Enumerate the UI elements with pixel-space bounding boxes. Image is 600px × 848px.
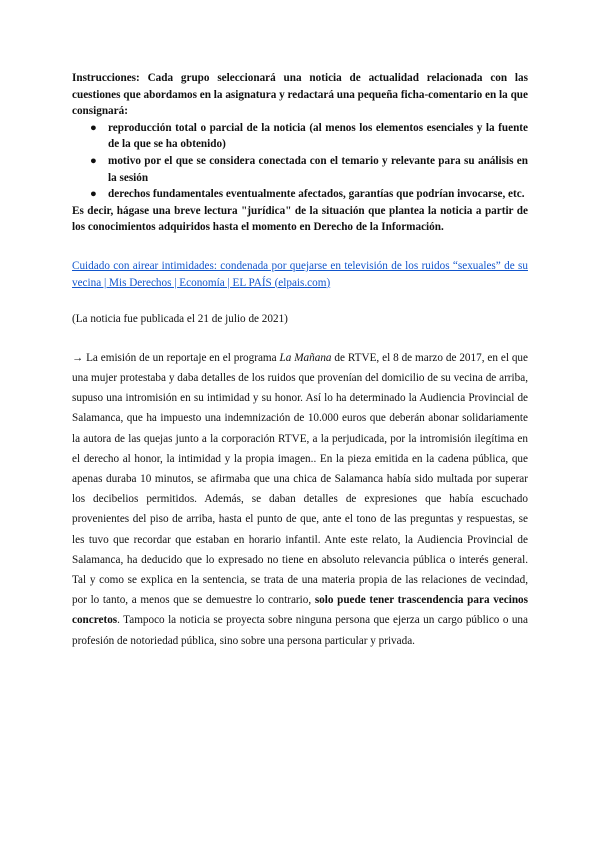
bullet-icon: ●	[90, 188, 97, 201]
article-text-3: . Tampoco la noticia se proyecta sobre ninguna persona que ejerza un cargo público o una profesión de notoriedad pública, sino sobre una persona particular y privada.	[72, 614, 528, 647]
list-item	[90, 120, 528, 153]
news-link[interactable]: Cuidado con airear intimidades: condenada por quejarse en televisión de los ruidos “sexuales” de su vecina | Mis Derechos | Economía | EL PAÍS (elpais.com)	[72, 259, 528, 289]
article-body	[72, 348, 528, 651]
instructions-intro: Instrucciones: Cada grupo seleccionará una noticia de actualidad relacionada con las cuestiones que abordamos en la asignatura y redactará una pequeña ficha-comentario en la que consignará:	[72, 72, 528, 118]
instructions-closing: Es decir, hágase una breve lectura "jurídica" de la situación que plantea la noticia a partir de los conocimientos adquiridos hasta el momento en Derecho de la Información.	[72, 204, 528, 234]
bullet-icon: ●	[90, 154, 97, 167]
article-emphasis: solo puede tener trascendencia para vecinos concretos	[72, 594, 529, 627]
list-item-text: reproducción total o parcial de la noticia (al menos los elementos esenciales y la fuente de la que se ha obtenido)	[108, 121, 528, 151]
article-text-1: → La emisión de un reportaje en el programa	[72, 351, 280, 364]
list-item	[90, 186, 528, 203]
list-item-text: motivo por el que se considera conectada con el temario y relevante para su análisis en la sesión	[108, 154, 528, 184]
list-item	[90, 153, 528, 186]
article-text-2: de RTVE, el 8 de marzo de 2017, en el que una mujer protestaba y daba detalles de los ruidos que provenían del domicilio de su vecina de arriba, supuso una intromisión en su intimidad y su honor. Así lo ha determinado la Audiencia Provincial de Salamanca, que ha impuesto una indemnización de 10.000 euros que deberán abonar solidariamente la autora de las quejas junto a la corporación RTVE, a la perjudicada, por la intromisión ilegítima en el derecho al honor, la intimidad y la propia imagen.. En la pieza emitida en la cadena pública, que apenas duraba 10 minutos, se afirmaba que una chica de Salamanca había sido multada por superar los decibelios permitidos. Además, se daban detalles de expresiones que había escuchado provenientes del piso de arriba, hasta el punto de que, ante el tono de las preguntas y respuestas, se les tuvo que recordar que estaban en horario infantil. Ante este relato, la Audiencia Provincial de Salamanca, ha deducido que lo expresado no tiene en absoluto relevancia pública o interés general. Tal y como se explica en la sentencia, se trata de una materia propia de las relaciones de vecindad, por lo tanto, a menos que se demuestre lo contrario,	[72, 351, 528, 607]
instructions-list	[72, 120, 528, 203]
program-name: La Mañana	[279, 351, 332, 364]
bullet-icon: ●	[90, 121, 97, 134]
list-item-text: derechos fundamentales eventualmente afectados, garantías que podrían invocarse, etc.	[108, 188, 525, 201]
publication-note: (La noticia fue publicada el 21 de julio de 2021)	[72, 313, 288, 326]
